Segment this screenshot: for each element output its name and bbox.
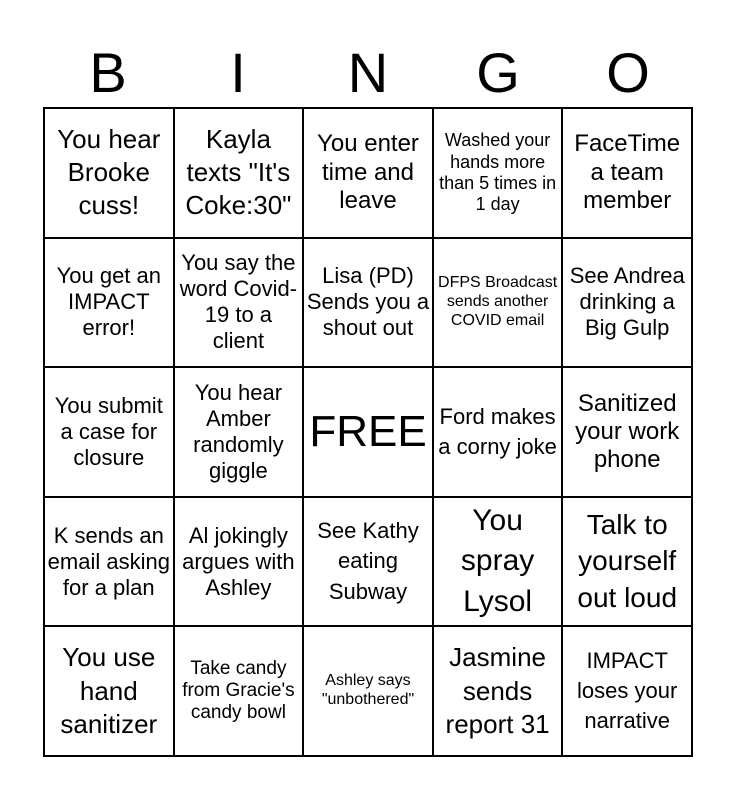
bingo-cell[interactable]: You spray Lysol: [433, 497, 563, 627]
bingo-cell[interactable]: Ashley says "unbothered": [303, 626, 433, 756]
bingo-cell[interactable]: Lisa (PD) Sends you a shout out: [303, 238, 433, 368]
bingo-cell[interactable]: Kayla texts "It's Coke:30": [174, 108, 304, 238]
bingo-cell[interactable]: You say the word Covid-19 to a client: [174, 238, 304, 368]
header-letter-g: G: [476, 41, 520, 104]
header-letter-o: O: [606, 41, 650, 104]
bingo-cell[interactable]: FaceTime a team member: [562, 108, 692, 238]
bingo-cell[interactable]: Take candy from Gracie's candy bowl: [174, 626, 304, 756]
bingo-cell[interactable]: Ford makes a corny joke: [433, 367, 563, 497]
bingo-cell[interactable]: See Kathy eating Subway: [303, 497, 433, 627]
bingo-cell[interactable]: Washed your hands more than 5 times in 1 day: [433, 108, 563, 238]
bingo-cell[interactable]: You enter time and leave: [303, 108, 433, 238]
bingo-cell[interactable]: Al jokingly argues with Ashley: [174, 497, 304, 627]
bingo-cell-free[interactable]: FREE: [303, 367, 433, 497]
bingo-cell[interactable]: Talk to yourself out loud: [562, 497, 692, 627]
header-letter-i: I: [230, 41, 246, 104]
bingo-cell[interactable]: DFPS Broadcast sends another COVID email: [433, 238, 563, 368]
bingo-cell[interactable]: You hear Brooke cuss!: [44, 108, 174, 238]
bingo-cell[interactable]: You hear Amber randomly giggle: [174, 367, 304, 497]
bingo-cell[interactable]: K sends an email asking for a plan: [44, 497, 174, 627]
bingo-cell[interactable]: IMPACT loses your narrative: [562, 626, 692, 756]
bingo-cell[interactable]: You get an IMPACT error!: [44, 238, 174, 368]
header-letter-b: B: [89, 41, 127, 104]
header-letter-n: N: [347, 41, 389, 104]
bingo-header: [43, 40, 693, 106]
bingo-cell[interactable]: You submit a case for closure: [44, 367, 174, 497]
bingo-cell[interactable]: Sanitized your work phone: [562, 367, 692, 497]
bingo-cell[interactable]: Jasmine sends report 31: [433, 626, 563, 756]
bingo-grid: [43, 107, 693, 757]
bingo-cell[interactable]: See Andrea drinking a Big Gulp: [562, 238, 692, 368]
bingo-cell[interactable]: You use hand sanitizer: [44, 626, 174, 756]
